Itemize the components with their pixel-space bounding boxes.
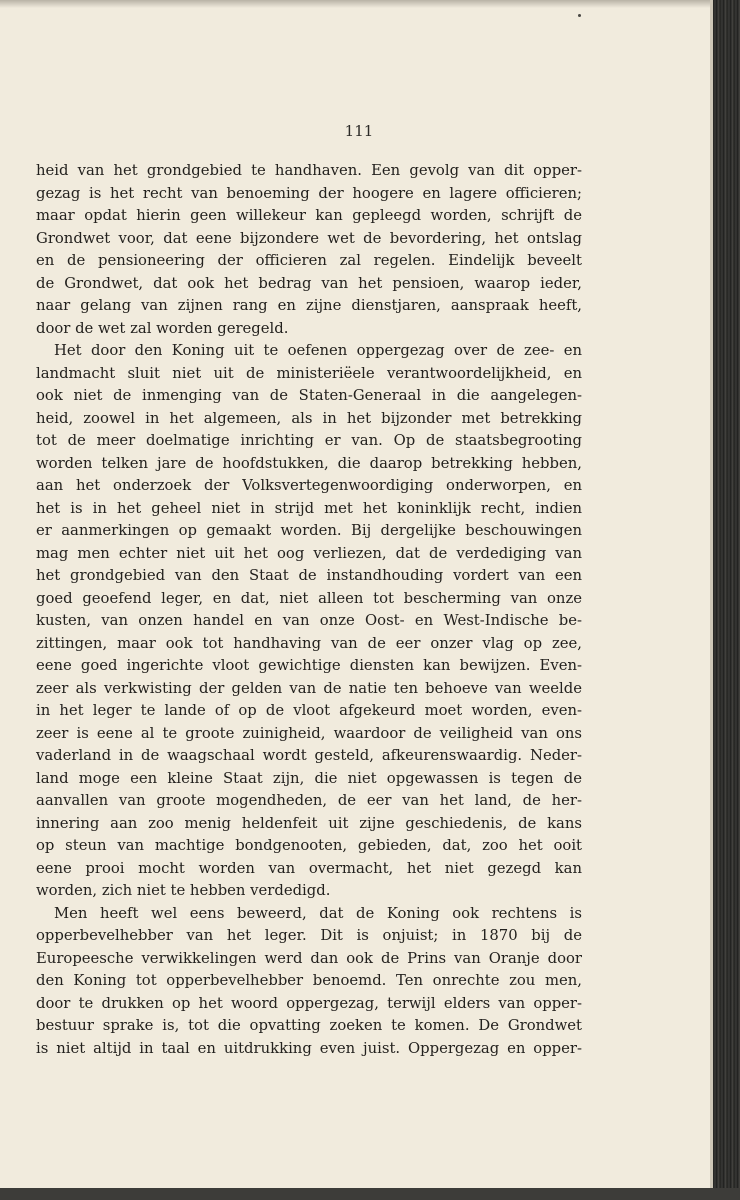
text-line: gezag is het recht van benoeming der hoogere en lagere officieren; — [36, 184, 582, 202]
text-line: heid, zoowel in het algemeen, als in het bijzonder met betrekking — [36, 409, 582, 427]
text-line: er aanmerkingen op gemaakt worden. Bij dergelijke beschouwingen — [36, 522, 582, 539]
text-line: den Koning tot opperbevelhebber benoemd. Ten onrechte zou men, — [36, 972, 582, 989]
text-line: op steun van machtige bondgenooten, gebieden, dat, zoo het ooit — [36, 837, 582, 854]
text-line: zittingen, maar ook tot handhaving van de eer onzer vlag op zee, — [36, 634, 582, 652]
text-line: bestuur sprake is, tot die opvatting zoeken te komen. De Grondwet — [36, 1017, 582, 1034]
scan-bottom-edge — [0, 1188, 740, 1200]
page-top-shadow — [0, 0, 718, 8]
text-line: ook niet de inmenging van de Staten-Generaal in die aangelegen- — [36, 387, 582, 404]
text-line: mag men echter niet uit het oog verliezen, dat de verdediging van — [36, 544, 582, 562]
text-line: aan het onderzoek der Volksvertegenwoordiging onderworpen, en — [36, 477, 582, 494]
text-line: eene goed ingerichte vloot gewichtige diensten kan bewijzen. Even- — [36, 657, 582, 674]
text-line: naar gelang van zijnen rang en zijne dienstjaren, aanspraak heeft, — [36, 297, 582, 314]
text-line: door de wet zal worden geregeld. — [36, 319, 289, 337]
text-line: landmacht sluit niet uit de ministeriëele verantwoordelijkheid, en — [36, 364, 582, 382]
text-line: zeer als verkwisting der gelden van de natie ten behoeve van weelde — [36, 679, 582, 697]
text-line: Europeesche verwikkelingen werd dan ook de Prins van Oranje door — [36, 949, 582, 967]
page-number: 111 — [344, 122, 374, 140]
text-line: in het leger te lande of op de vloot afgekeurd moet worden, even- — [36, 702, 582, 719]
text-line: worden telken jare de hoofdstukken, die daarop betrekking hebben, — [36, 454, 582, 472]
text-line: worden, zich niet te hebben verdedigd. — [36, 882, 331, 899]
text-line: goed geoefend leger, en dat, niet alleen tot bescherming van onze — [36, 589, 582, 607]
text-line: zeer is eene al te groote zuinigheid, waardoor de veiligheid van ons — [36, 724, 582, 742]
text-line: en de pensioneering der officieren zal regelen. Eindelijk beveelt — [36, 252, 582, 269]
text-line: Grondwet voor, dat eene bijzondere wet de bevordering, het ontslag — [36, 229, 582, 247]
text-line: Het door den Koning uit te oefenen oppergezag over de zee- en — [54, 342, 582, 359]
book-spine — [713, 0, 740, 1200]
text-line: vaderland in de waagschaal wordt gesteld, afkeurenswaardig. Neder- — [36, 747, 582, 764]
text-line: innering aan zoo menig heldenfeit uit zijne geschiedenis, de kans — [36, 814, 582, 832]
ink-speck — [578, 14, 581, 17]
text-line: opperbevelhebber van het leger. Dit is onjuist; in 1870 bij de — [36, 927, 582, 944]
text-line: eene prooi mocht worden van overmacht, het niet gezegd kan — [36, 859, 582, 877]
body-text — [36, 160, 582, 1060]
text-line: Men heeft wel eens beweerd, dat de Koning ook rechtens is — [54, 904, 582, 922]
text-line: door te drukken op het woord oppergezag, terwijl elders van opper- — [36, 994, 582, 1012]
text-line: aanvallen van groote mogendheden, de eer van het land, de her- — [36, 792, 582, 809]
text-line: is niet altijd in taal en uitdrukking even juist. Oppergezag en opper- — [36, 1039, 582, 1057]
text-line: de Grondwet, dat ook het bedrag van het pensioen, waarop ieder, — [36, 274, 582, 292]
text-line: land moge een kleine Staat zijn, die niet opgewassen is tegen de — [36, 769, 582, 787]
text-line: kusten, van onzen handel en van onze Oost- en West-Indische be- — [36, 612, 582, 629]
text-line: heid van het grondgebied te handhaven. Een gevolg van dit opper- — [36, 162, 582, 179]
text-line: maar opdat hierin geen willekeur kan gepleegd worden, schrijft de — [36, 207, 582, 224]
text-line: tot de meer doelmatige inrichting er van. Op de staatsbegrooting — [36, 432, 582, 449]
text-line: het grondgebied van den Staat de instandhouding vordert van een — [36, 567, 582, 584]
text-line: het is in het geheel niet in strijd met het koninklijk recht, indien — [36, 499, 582, 517]
